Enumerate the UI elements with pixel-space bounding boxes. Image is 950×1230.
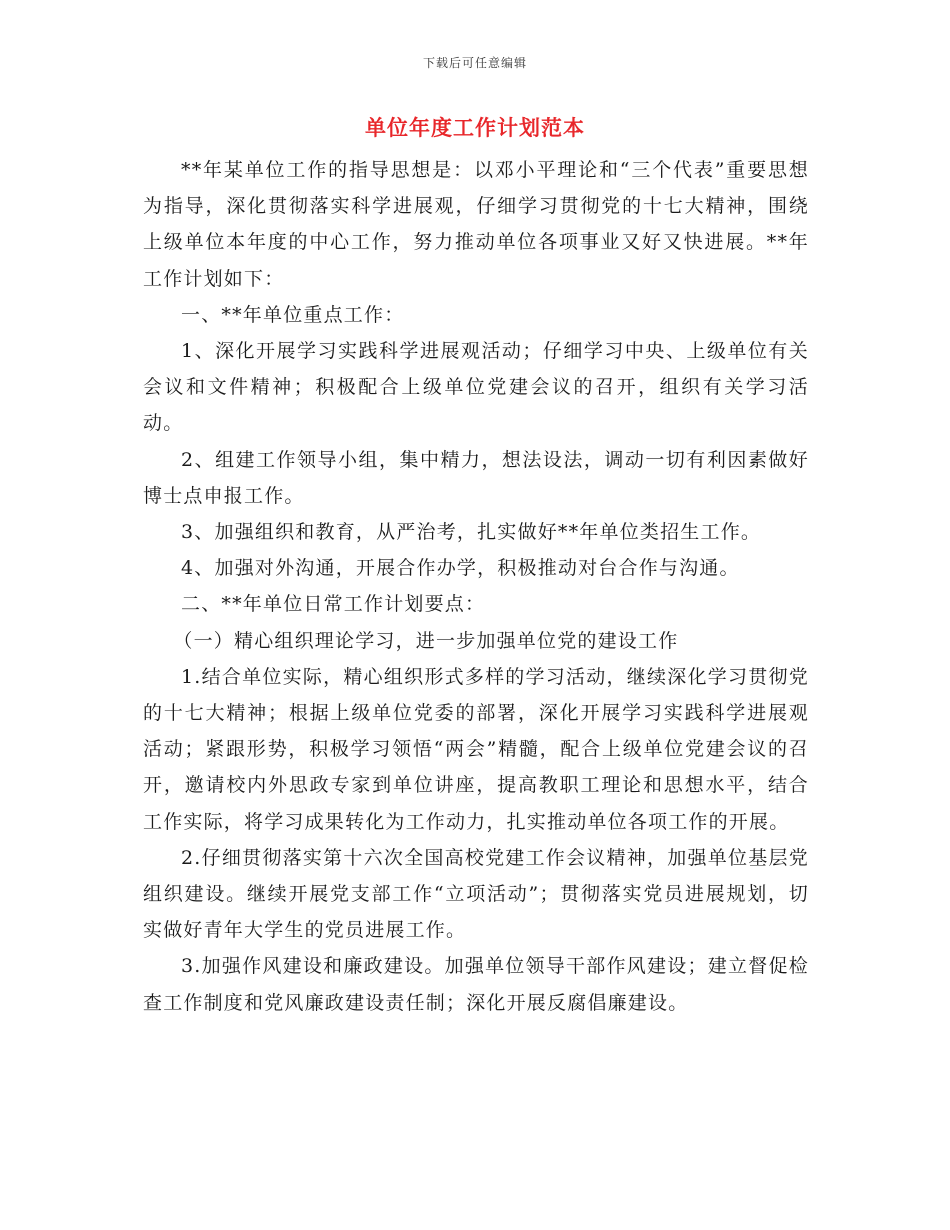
paragraph-key-work-1: 1、深化开展学习实践科学进展观活动；仔细学习中央、上级单位有关会议和文件精神；积极配合上级单位党建会议的召开，组织有关学习活动。 — [143, 340, 809, 435]
document-title: 单位年度工作计划范本 — [365, 115, 585, 140]
paragraph-key-work-4: 4、加强对外沟通，开展合作办学，积极推动对台合作与沟通。 — [181, 557, 740, 580]
paragraph-guiding-idea: **年某单位工作的指导思想是：以邓小平理论和“三个代表”重要思想为指导，深化贯彻落实科学进展观，仔细学习贯彻党的十七大精神，围绕上级单位本年度的中心工作，努力推动单位各项事业又好又快进展。**年工作计划如下： — [143, 159, 809, 290]
paragraph-key-work-3: 3、加强组织和教育，从严治考，扎实做好**年单位类招生工作。 — [181, 521, 762, 544]
paragraph-key-work-2: 2、组建工作领导小组，集中精力，想法设法，调动一切有利因素做好博士点申报工作。 — [143, 448, 809, 507]
subsection-heading-theory-study: （一）精心组织理论学习，进一步加强单位党的建设工作 — [173, 629, 679, 652]
paragraph-daily-work-3: 3.加强作风建设和廉政建设。加强单位领导干部作风建设；建立督促检查工作制度和党风廉政建设责任制；深化开展反腐倡廉建设。 — [143, 955, 809, 1014]
document-body — [143, 152, 809, 1021]
header-note: 下载后可任意编辑 — [422, 56, 527, 70]
paragraph-daily-work-2: 2.仔细贯彻落实第十六次全国高校党建工作会议精神，加强单位基层党组织建设。继续开展党支部工作“立项活动”；贯彻落实党员进展规划，切实做好青年大学生的党员进展工作。 — [143, 846, 809, 942]
section-heading-key-work: 一、**年单位重点工作： — [181, 303, 405, 326]
paragraph-daily-work-1: 1.结合单位实际，精心组织形式多样的学习活动，继续深化学习贯彻党的十七大精神；根据上级单位党委的部署，深化开展学习实践科学进展观活动；紧跟形势，积极学习领悟“两会”精髓，配合上级单位党建会议的召开，邀请校内外思政专家到单位讲座，提高教职工理论和思想水平，结合工作实际，将学习成果转化为工作动力，扎实推动单位各项工作的开展。 — [143, 665, 809, 833]
section-heading-daily-work: 二、**年单位日常工作计划要点： — [181, 593, 486, 616]
